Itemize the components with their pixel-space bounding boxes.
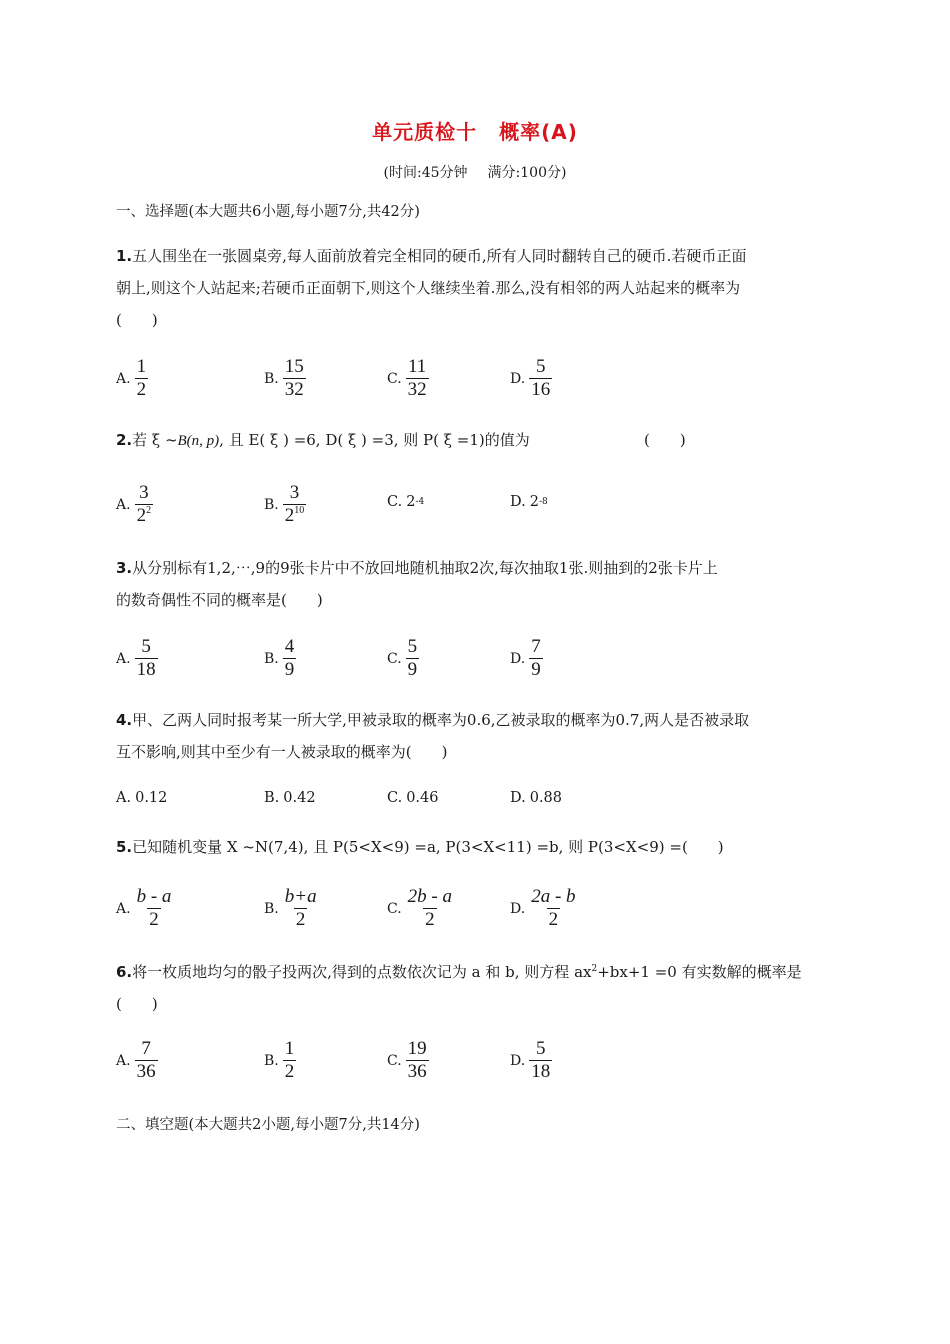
option-label: B. <box>264 900 279 917</box>
options-q1 <box>0 356 950 406</box>
option-label: A. <box>116 790 132 806</box>
option-label: B. <box>264 370 279 387</box>
denominator: 2 <box>284 1061 295 1082</box>
option-a[interactable] <box>116 356 148 401</box>
answer-paren: ( ) <box>116 311 158 329</box>
power-exponent: -4 <box>415 497 425 507</box>
denominator: 16 <box>531 379 551 400</box>
option-b[interactable] <box>264 482 306 527</box>
fraction <box>406 636 420 681</box>
numerator: 5 <box>535 1038 546 1059</box>
fraction <box>283 482 307 527</box>
option-label: B. <box>264 650 279 667</box>
fraction <box>135 636 158 681</box>
option-a[interactable] <box>116 886 173 931</box>
numerator: 3 <box>139 482 149 503</box>
options-q3 <box>0 636 950 686</box>
numerator: 15 <box>284 356 304 377</box>
denominator <box>283 504 307 527</box>
denominator: 2 <box>295 909 306 930</box>
option-label: B. <box>264 1052 279 1069</box>
question-text: 已知随机变量 X ~N(7,4), 且 P(5<X<9) =a, P(3<X<11) =b, 则 P(3<X<9) =( ) <box>132 838 724 856</box>
denominator: 36 <box>407 1061 427 1082</box>
question-math: B(n, p) <box>177 433 220 449</box>
option-label: A. <box>116 1052 131 1069</box>
option-d[interactable] <box>510 790 562 806</box>
option-a[interactable] <box>116 790 167 806</box>
numerator: 5 <box>535 356 546 377</box>
option-label: A. <box>116 370 131 387</box>
option-label: C. <box>387 650 402 667</box>
option-label: C. <box>387 900 402 917</box>
numerator: 4 <box>284 636 295 657</box>
option-d[interactable] <box>510 494 548 510</box>
numerator: 19 <box>407 1038 427 1059</box>
option-c[interactable] <box>387 886 454 931</box>
option-c[interactable] <box>387 356 429 401</box>
fraction <box>135 1038 158 1083</box>
option-label: C. <box>387 1052 402 1069</box>
numerator: 2a - b <box>531 886 576 907</box>
option-d[interactable] <box>510 636 543 681</box>
page-title <box>0 116 950 145</box>
question-text: 从分别标有1,2,⋯,9的9张卡片中不放回地随机抽取2次,每次抽取1张.则抽到的2张卡片上 <box>132 559 718 577</box>
answer-paren: ( ) <box>116 995 158 1013</box>
numerator: 1 <box>136 356 147 377</box>
question-5 <box>116 831 836 863</box>
option-b[interactable] <box>264 356 306 401</box>
option-label: A. <box>116 900 131 917</box>
question-number: 6. <box>116 963 133 981</box>
exam-score: 满分:100分) <box>487 165 567 181</box>
fraction <box>283 886 319 931</box>
option-label: D. <box>510 1052 526 1069</box>
option-label: A. <box>116 650 131 667</box>
option-label: D. <box>510 494 526 510</box>
question-2 <box>116 424 836 457</box>
power-exponent: -8 <box>538 497 548 507</box>
question-6 <box>116 953 836 1020</box>
numerator: b+a <box>284 886 317 907</box>
fraction <box>529 1038 552 1083</box>
option-label: D. <box>510 370 526 387</box>
title-main: 单元质检十 <box>372 120 478 144</box>
option-label: A. <box>116 496 131 513</box>
option-value: 0.42 <box>283 790 316 806</box>
question-3 <box>116 552 836 616</box>
option-label: C. <box>387 790 403 806</box>
denominator: 32 <box>284 379 304 400</box>
question-number: 2. <box>116 431 133 449</box>
option-a[interactable] <box>116 1038 158 1083</box>
option-value: 0.46 <box>406 790 439 806</box>
question-number: 5. <box>116 838 133 856</box>
option-label: C. <box>387 370 402 387</box>
fraction <box>406 356 429 401</box>
option-d[interactable] <box>510 356 552 401</box>
fraction <box>406 886 454 931</box>
option-c[interactable] <box>387 494 424 510</box>
numerator: 7 <box>141 1038 151 1059</box>
title-sub: 概率(A) <box>499 120 578 144</box>
denominator-exponent: 10 <box>294 505 305 516</box>
option-a[interactable] <box>116 636 158 681</box>
option-label: D. <box>510 900 526 917</box>
option-label: B. <box>264 790 280 806</box>
question-1 <box>116 240 836 336</box>
denominator: 9 <box>531 659 541 680</box>
question-number: 4. <box>116 711 133 729</box>
answer-paren: ( ) <box>644 431 686 449</box>
question-4 <box>116 704 836 768</box>
denominator: 2 <box>136 379 147 400</box>
numerator: b - a <box>136 886 172 907</box>
exam-time: (时间:45分钟 <box>383 165 468 181</box>
option-label: C. <box>387 494 403 510</box>
question-text: 若 ξ ~ <box>132 431 178 449</box>
option-d[interactable] <box>510 1038 552 1083</box>
section-heading-fill: 二、填空题(本大题共2小题,每小题7分,共14分) <box>116 1117 420 1133</box>
question-number: 3. <box>116 559 133 577</box>
fraction <box>283 356 306 401</box>
question-text: 互不影响,则其中至少有一人被录取的概率为( ) <box>116 743 448 761</box>
fraction <box>135 482 154 527</box>
numerator: 3 <box>289 482 300 503</box>
denominator: 18 <box>136 659 156 680</box>
denominator: 9 <box>284 659 295 680</box>
question-text: +bx+1 =0 有实数解的概率是 <box>597 963 802 981</box>
option-c[interactable] <box>387 790 438 806</box>
denominator: 2 <box>548 909 559 930</box>
section-heading-choice: 一、选择题(本大题共6小题,每小题7分,共42分) <box>116 204 420 220</box>
numerator: 2b - a <box>407 886 452 907</box>
fraction <box>529 356 552 401</box>
question-text: 五人围坐在一张圆桌旁,每人面前放着完全相同的硬币,所有人同时翻转自己的硬币.若硬币正面 <box>132 247 747 265</box>
question-text: , 且 E( ξ ) =6, D( ξ ) =3, 则 P( ξ =1)的值为 <box>219 431 530 449</box>
option-b[interactable] <box>264 1038 296 1083</box>
denominator-base: 2 <box>284 505 295 526</box>
options-q5 <box>0 886 950 936</box>
question-text: 将一枚质地均匀的骰子投两次,得到的点数依次记为 a 和 b, 则方程 ax <box>132 963 592 981</box>
option-label: D. <box>510 650 526 667</box>
options-q2 <box>0 482 950 532</box>
power-base: 2 <box>529 494 539 510</box>
question-text: 的数奇偶性不同的概率是( ) <box>116 591 323 609</box>
fraction <box>529 886 577 931</box>
option-b[interactable] <box>264 790 316 806</box>
denominator-exponent: 2 <box>146 505 152 516</box>
denominator: 32 <box>407 379 427 400</box>
fraction <box>529 636 543 681</box>
fraction <box>406 1038 429 1083</box>
denominator: 18 <box>531 1061 551 1082</box>
question-text: 甲、乙两人同时报考某一所大学,甲被录取的概率为0.6,乙被录取的概率为0.7,两人是否被录取 <box>132 711 750 729</box>
fraction <box>283 1038 297 1083</box>
options-q6 <box>0 1038 950 1088</box>
question-number: 1. <box>116 247 133 265</box>
fraction <box>135 886 174 931</box>
option-c[interactable] <box>387 636 419 681</box>
denominator: 2 <box>425 909 435 930</box>
numerator: 5 <box>141 636 151 657</box>
denominator-base: 2 <box>136 505 147 526</box>
denominator: 36 <box>136 1061 156 1082</box>
fraction <box>135 356 149 401</box>
fraction <box>283 636 297 681</box>
option-label: D. <box>510 790 526 806</box>
numerator: 1 <box>284 1038 295 1059</box>
exponent: 2 <box>591 964 598 974</box>
option-c[interactable] <box>387 1038 429 1083</box>
option-b[interactable] <box>264 886 319 931</box>
option-value: 0.88 <box>529 790 563 806</box>
option-label: B. <box>264 496 279 513</box>
option-a[interactable] <box>116 482 153 527</box>
option-value: 0.12 <box>135 790 168 806</box>
denominator: 9 <box>407 659 418 680</box>
question-text: 朝上,则这个人站起来;若硬币正面朝下,则这个人继续坐着.那么,没有相邻的两人站起来的概率为 <box>116 279 741 297</box>
option-d[interactable] <box>510 886 578 931</box>
denominator <box>135 504 154 527</box>
numerator: 7 <box>531 636 541 657</box>
exam-info <box>0 162 950 182</box>
option-b[interactable] <box>264 636 296 681</box>
numerator: 5 <box>407 636 418 657</box>
power-base: 2 <box>406 494 416 510</box>
denominator: 2 <box>149 909 159 930</box>
numerator: 11 <box>408 356 427 377</box>
